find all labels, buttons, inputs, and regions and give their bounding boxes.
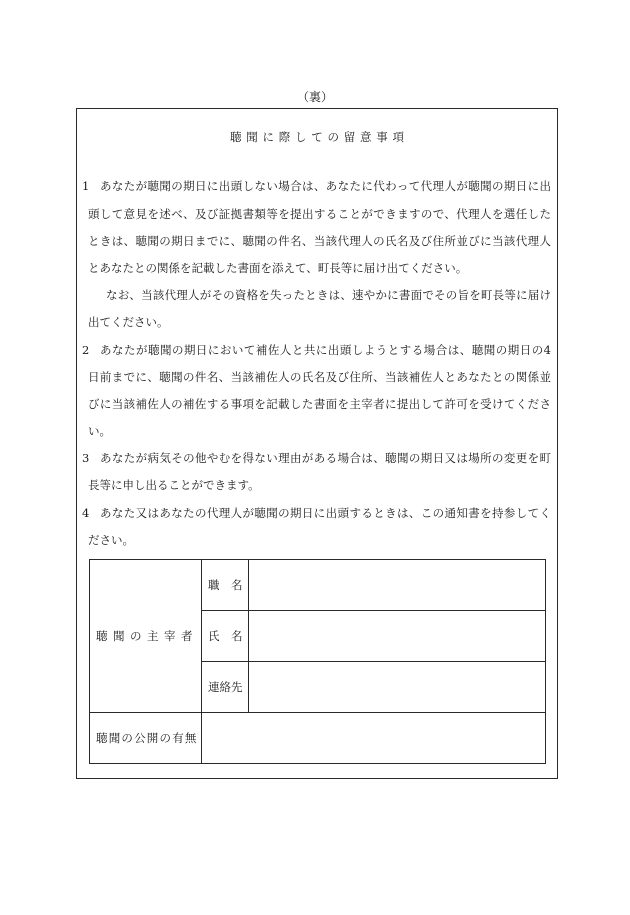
presider-table — [89, 559, 546, 764]
note-1-text-1: あなたが聴聞の期日に出頭しない場合は、あなたに代わって代理人が聴聞の期日に出 — [100, 179, 551, 194]
note-3-line-1 — [82, 445, 551, 472]
note-4-line-2 — [82, 527, 551, 554]
note-4-text-1: あなた又はあなたの代理人が聴聞の期日に出頭するときは、この通知書を持参してく — [100, 505, 551, 520]
notes-list — [82, 173, 551, 554]
presider-row-title — [90, 560, 546, 611]
note-3-line-2 — [82, 472, 551, 499]
note-1-number: 1 — [82, 179, 90, 194]
note-1-line-2 — [82, 201, 551, 228]
public-hearing-value — [202, 713, 546, 764]
note-4-text-2: ださい。 — [88, 532, 134, 547]
note-2-text-2: 日前までに、聴聞の件名、当該補佐人の氏名及び住所、当該補佐人とあなたとの関係並 — [88, 369, 551, 384]
note-1-sub-text-2: 出てください。 — [88, 315, 169, 330]
presider-name-value — [249, 611, 546, 662]
note-2-text-4: い。 — [88, 424, 111, 439]
presider-title-label: 職 名 — [202, 560, 249, 611]
note-2-number: 2 — [82, 342, 90, 357]
note-3-text-2: 長等に申し出ることができます。 — [88, 478, 260, 493]
note-4-number: 4 — [82, 505, 90, 520]
note-1-text-4: とあなたとの関係を記載した書面を添えて、町長等に届け出てください。 — [88, 260, 468, 275]
public-hearing-row — [90, 713, 546, 764]
reverse-side-label: （裏） — [296, 90, 333, 104]
presider-contact-value — [249, 662, 546, 713]
note-1-line-3 — [82, 228, 551, 255]
note-1-sub-text-1: なお、当該代理人がその資格を失ったときは、速やかに書面でその旨を町長等に届け — [106, 288, 551, 303]
note-1-sub-line-1 — [82, 282, 551, 309]
note-2-line-2 — [82, 364, 551, 391]
note-3-number: 3 — [82, 451, 90, 466]
note-4-line-1 — [82, 500, 551, 527]
note-1-line-4 — [82, 255, 551, 282]
note-2-text-1: あなたが聴聞の期日において補佐人と共に出頭しようとする場合は、聴聞の期日の4 — [100, 342, 551, 357]
note-1-line-1 — [82, 173, 551, 200]
presider-title-value — [249, 560, 546, 611]
note-2-line-3 — [82, 391, 551, 418]
note-2-text-3: びに当該補佐人の補佐する事項を記載した書面を主宰者に提出して許可を受けてくださ — [88, 396, 551, 411]
presider-name-label: 氏 名 — [202, 611, 249, 662]
note-2-line-4 — [82, 418, 551, 445]
notice-title: 聴聞に際しての留意事項 — [230, 130, 409, 144]
note-1-text-2: 頭して意見を述べ、及び証拠書類等を提出することができますので、代理人を選任した — [88, 206, 551, 221]
note-2-line-1 — [82, 337, 551, 364]
presider-contact-label: 連絡先 — [202, 662, 249, 713]
note-1-text-3: ときは、聴聞の期日までに、聴聞の件名、当該代理人の氏名及び住所並びに当該代理人 — [88, 233, 551, 248]
note-1-sub-line-2 — [82, 309, 551, 336]
note-3-text-1: あなたが病気その他やむを得ない理由がある場合は、聴聞の期日又は場所の変更を町 — [100, 451, 551, 466]
public-hearing-label: 聴聞の公開の有無 — [90, 713, 202, 764]
presider-label-cell: 聴聞の主宰者 — [90, 560, 202, 713]
